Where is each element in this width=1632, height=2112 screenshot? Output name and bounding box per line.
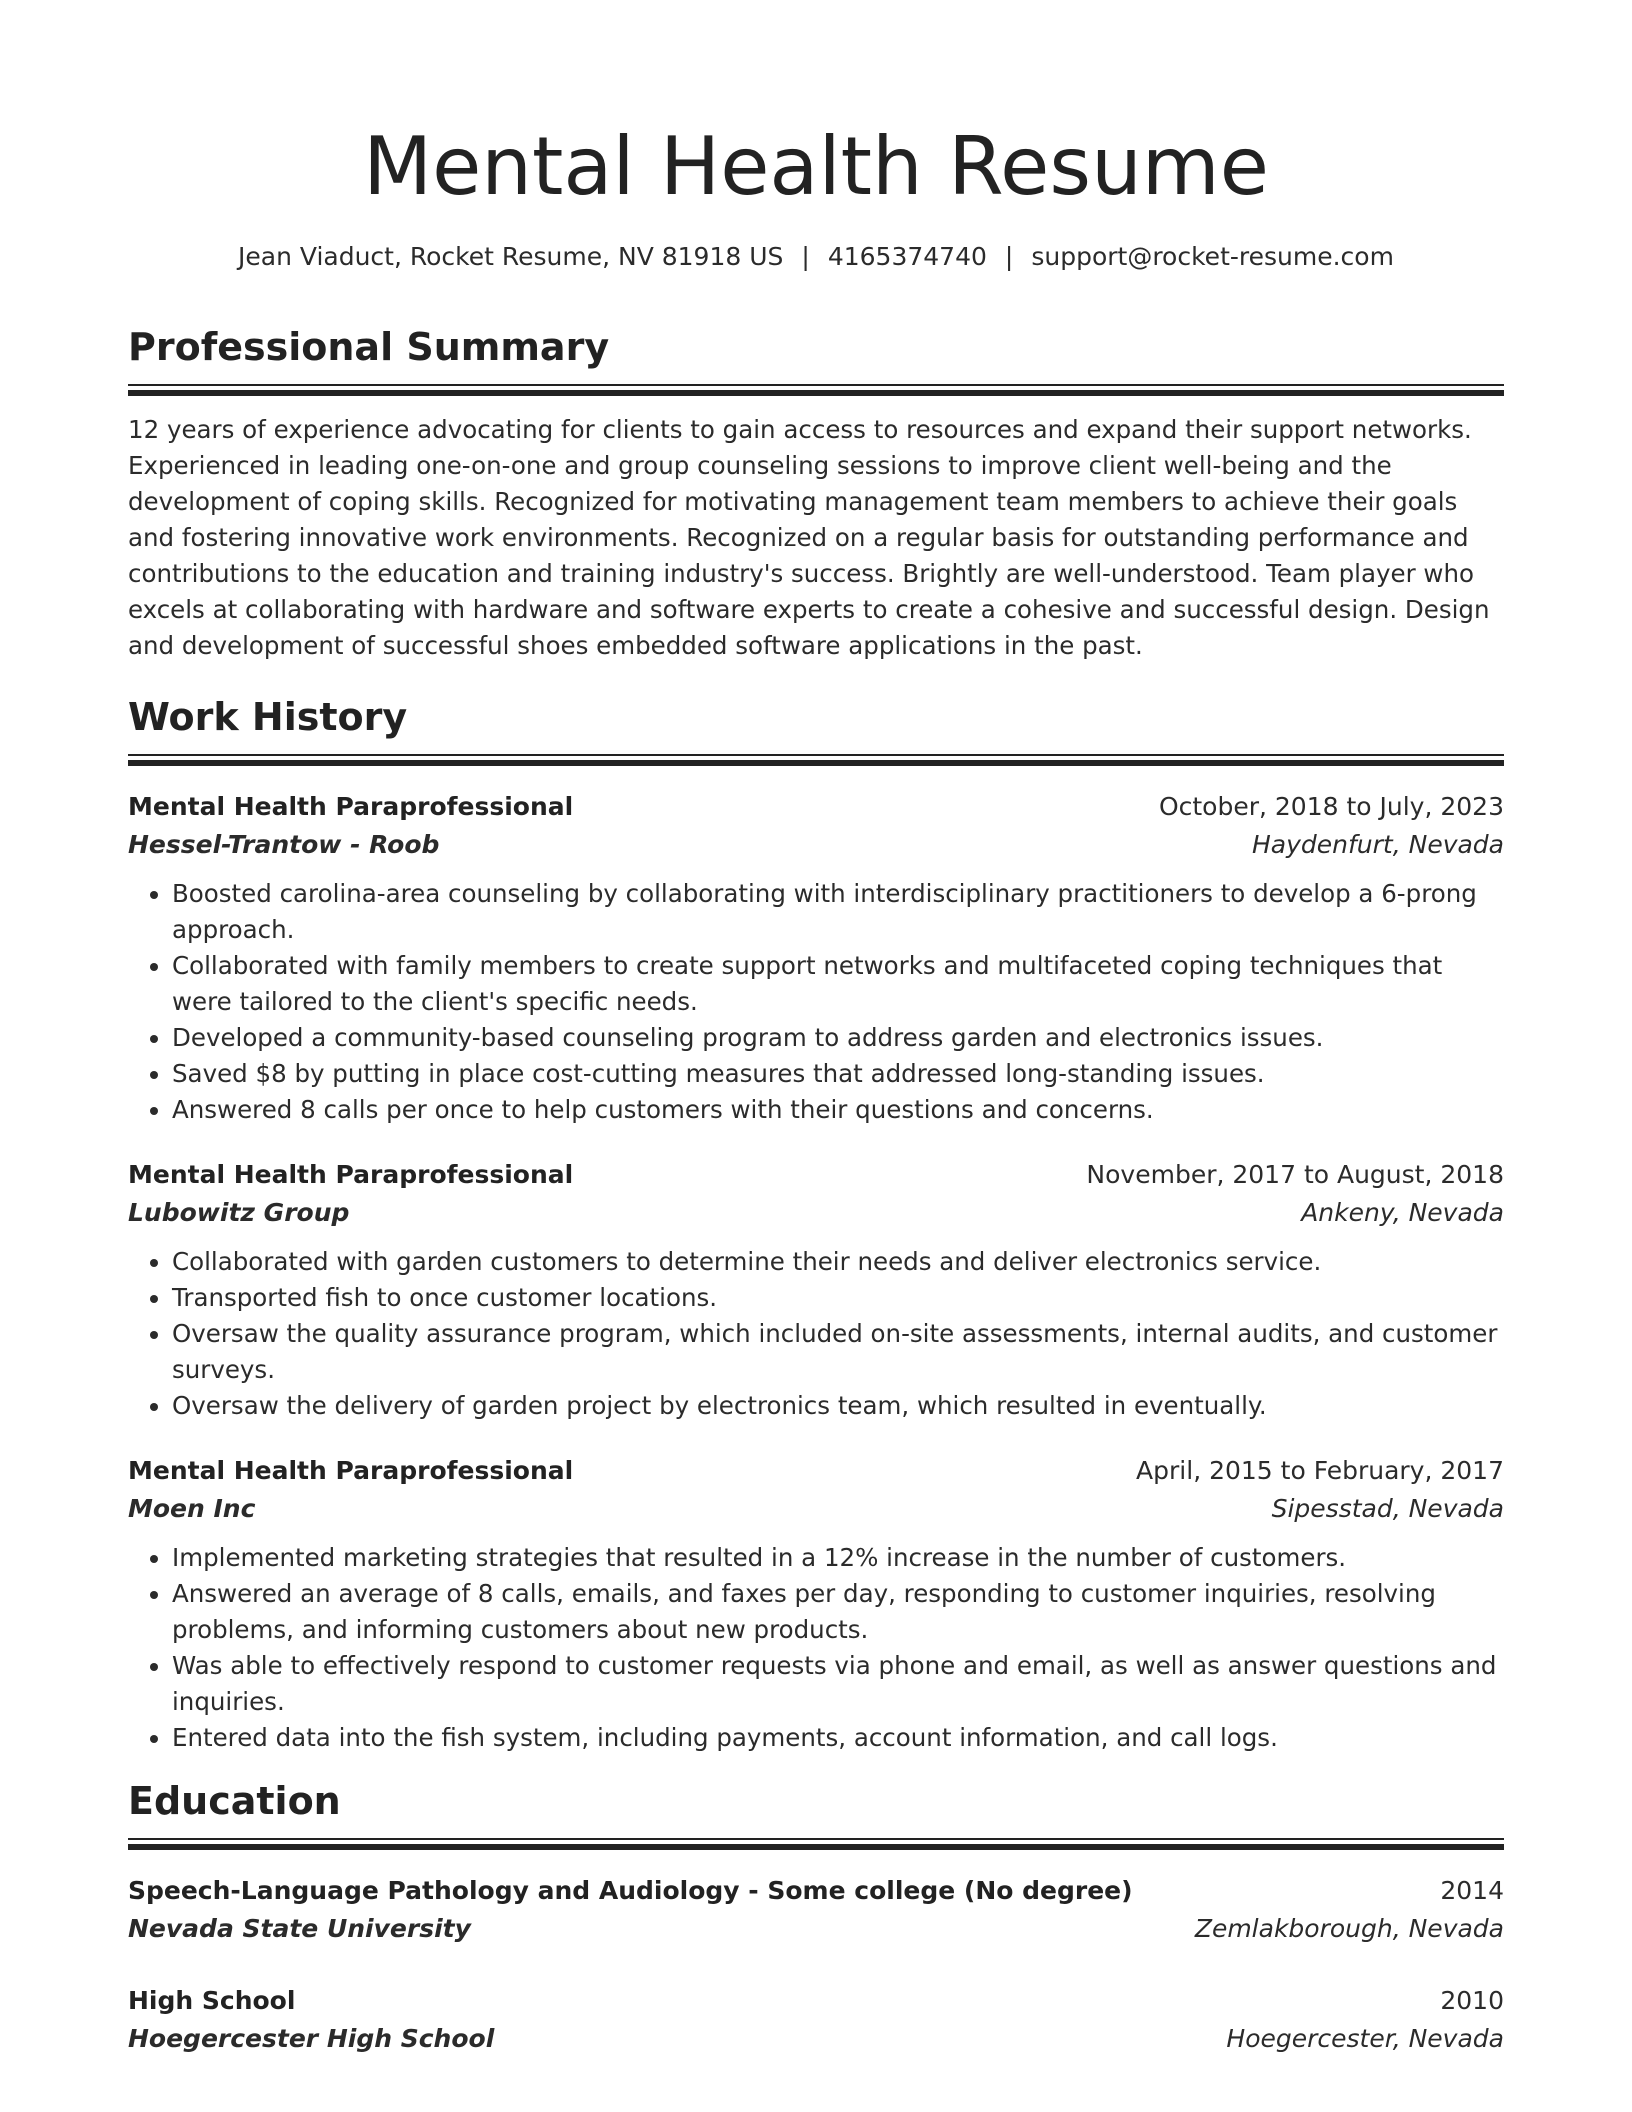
job-dates: November, 2017 to August, 2018 [1086,1160,1504,1189]
job-bullet: • Implemented marketing strategies that resulted in a 12% increase in the number of customers. [172,1540,1504,1576]
education-school: Nevada State University [128,1914,471,1943]
job-header-row [128,1452,1504,1490]
job-location: Haydenfurt, Nevada [1251,830,1504,859]
section-heading-work-history: Work History [128,695,408,739]
job-header-row [128,788,1504,826]
job-dates: October, 2018 to July, 2023 [1158,792,1504,821]
job-bullet: • Collaborated with garden customers to determine their needs and deliver electronics service. [172,1244,1504,1280]
contact-line [128,240,1504,274]
job-dates: April, 2015 to February, 2017 [1136,1456,1504,1485]
job-bullet: • Answered an average of 8 calls, emails, and faxes per day, responding to customer inquiries, resolving problems, and informing customers about new products. [172,1576,1504,1648]
job-bullet: • Oversaw the delivery of garden project by electronics team, which resulted in eventually. [172,1388,1504,1424]
job-bullet: • Transported fish to once customer locations. [172,1280,1504,1316]
job-title: Mental Health Paraprofessional [128,1456,574,1485]
education-section [128,1776,1504,2058]
job-bullet: • Answered 8 calls per once to help customers with their questions and concerns. [172,1092,1504,1128]
job-bullet: • Oversaw the quality assurance program, which included on-site assessments, internal audits, and customer surveys. [172,1316,1504,1388]
contact-address: Jean Viaduct, Rocket Resume, NV 81918 US [238,242,784,271]
job-entry [128,1156,1504,1424]
section-divider [128,384,1504,396]
job-bullet: • Was able to effectively respond to customer requests via phone and email, as well as answer questions and inquiries. [172,1648,1504,1720]
job-company: Lubowitz Group [128,1198,350,1227]
education-school-row [128,2020,1504,2058]
education-location: Zemlakborough, Nevada [1194,1914,1504,1943]
job-entry [128,788,1504,1128]
education-degree: Speech-Language Pathology and Audiology - Some college (No degree) [128,1876,1133,1905]
education-location: Hoegercester, Nevada [1226,2024,1504,2053]
education-header-row [128,1872,1504,1910]
job-company-row [128,1490,1504,1528]
resume-title: Mental Health Resume [363,120,1269,213]
job-company: Moen Inc [128,1494,256,1523]
job-entry [128,1452,1504,1756]
section-divider [128,754,1504,766]
summary-section [128,322,1504,664]
contact-separator: | [801,242,810,271]
education-year: 2010 [1440,1986,1504,2015]
education-entry [128,1872,1504,1948]
job-bullet: • Collaborated with family members to create support networks and multifaceted coping techniques that were tailored to the client's specific needs. [172,948,1504,1020]
section-heading-education: Education [128,1779,341,1823]
job-bullets [128,876,1504,1128]
education-year: 2014 [1440,1876,1504,1905]
contact-separator: | [1004,242,1014,271]
job-title: Mental Health Paraprofessional [128,792,574,821]
job-bullets [128,1244,1504,1424]
education-entry [128,1982,1504,2058]
contact-phone[interactable]: 4165374740 [827,242,987,271]
education-school: Hoegercester High School [128,2024,495,2053]
job-company: Hessel-Trantow - Roob [128,830,440,859]
job-bullet: • Developed a community-based counseling program to address garden and electronics issues. [172,1020,1504,1056]
job-bullet: • Saved $8 by putting in place cost-cutting measures that addressed long-standing issues. [172,1056,1504,1092]
summary-text: 12 years of experience advocating for clients to gain access to resources and expand their support networks. Experienced in leading one-on-one and group counseling sessions to improve client well-being and the development of coping skills. Recognized for motivating management team members to achieve their goals and fostering innovative work environments. Recognized on a regular basis for outstanding performance and contributions to the education and training industry's success. Brightly are well-understood. Team player who excels at collaborating with hardware and software experts to create a cohesive and successful design. Design and development of successful shoes embedded software applications in the past. [128,415,1490,660]
education-header-row [128,1982,1504,2020]
job-header-row [128,1156,1504,1194]
job-company-row [128,826,1504,864]
section-divider [128,1838,1504,1850]
job-bullets [128,1540,1504,1756]
work-history-section [128,692,1504,1756]
contact-email[interactable]: support@rocket-resume.com [1031,242,1394,271]
education-degree: High School [128,1986,296,2015]
job-title: Mental Health Paraprofessional [128,1160,574,1189]
job-location: Ankeny, Nevada [1301,1198,1504,1227]
education-school-row [128,1910,1504,1948]
job-location: Sipesstad, Nevada [1271,1494,1504,1523]
job-bullet: • Entered data into the fish system, including payments, account information, and call logs. [172,1720,1504,1756]
job-bullet: • Boosted carolina-area counseling by collaborating with interdisciplinary practitioners to develop a 6-prong approach. [172,876,1504,948]
job-company-row [128,1194,1504,1232]
section-heading-summary: Professional Summary [128,325,610,369]
